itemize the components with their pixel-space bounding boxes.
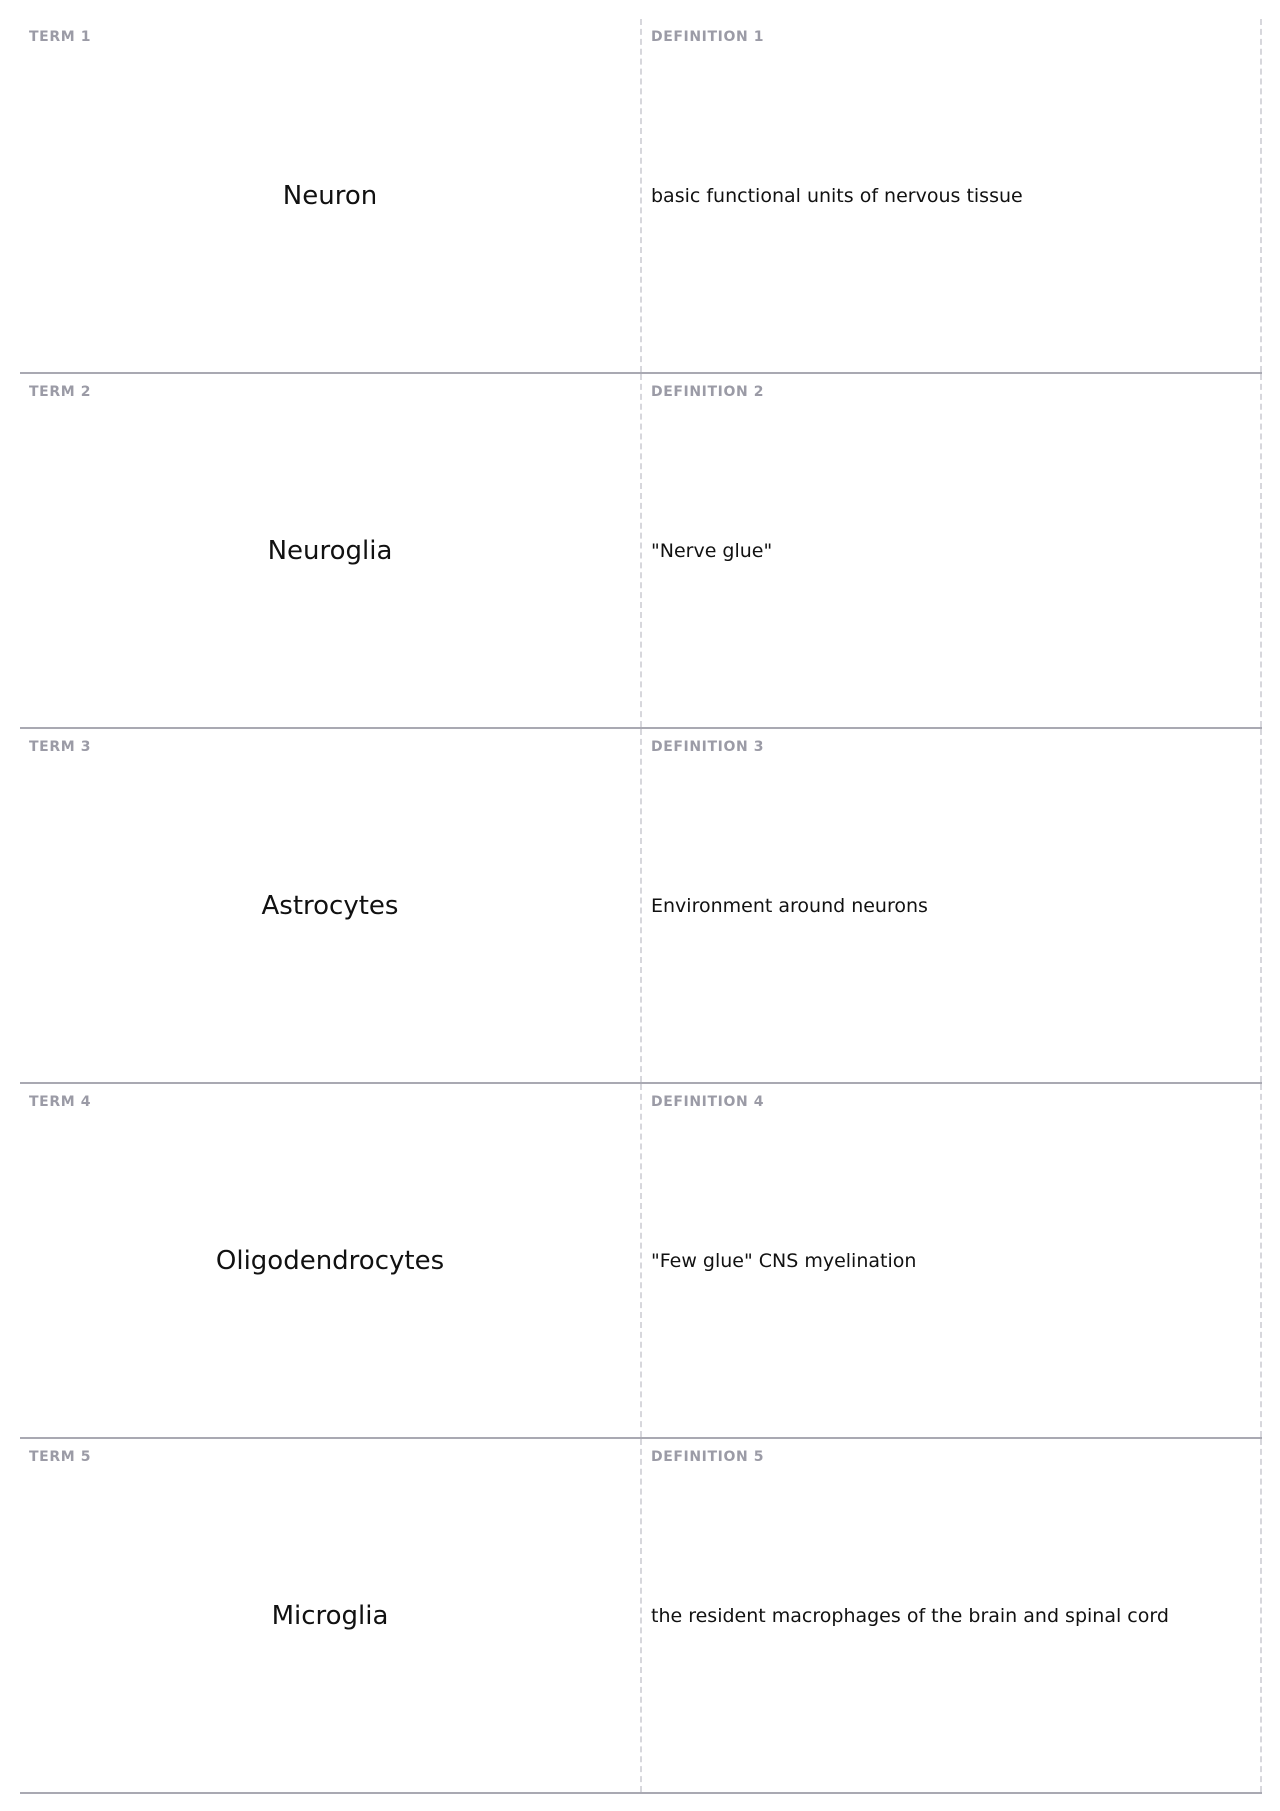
term-cell [20,374,642,727]
term-label: TERM 5 [29,1449,92,1465]
term-text: Astrocytes [261,890,399,921]
term-label: TERM 2 [29,384,92,400]
term-cell [20,19,642,372]
definition-label: DEFINITION 2 [651,384,765,400]
term-label: TERM 3 [29,739,92,755]
definition-cell [642,729,1262,1082]
definition-text: the resident macrophages of the brain and spinal cord [651,1604,1169,1627]
term-cell [20,729,642,1082]
definition-cell [642,1439,1262,1792]
definition-label: DEFINITION 5 [651,1449,765,1465]
term-cell [20,1084,642,1437]
flashcard-row [20,1084,1262,1439]
definition-label: DEFINITION 1 [651,29,765,45]
term-cell [20,1439,642,1792]
term-text: Neuron [282,180,378,211]
flashcard-sheet [20,19,1262,1794]
definition-text: "Nerve glue" [651,539,773,562]
flashcard-row [20,729,1262,1084]
definition-cell [642,19,1262,372]
term-label: TERM 1 [29,29,92,45]
definition-cell [642,374,1262,727]
definition-label: DEFINITION 3 [651,739,765,755]
definition-text: "Few glue" CNS myelination [651,1249,917,1272]
definition-text: basic functional units of nervous tissue [651,184,1023,207]
definition-text: Environment around neurons [651,894,928,917]
term-text: Microglia [271,1600,389,1631]
definition-cell [642,1084,1262,1437]
flashcard-row [20,1439,1262,1794]
flashcard-row [20,374,1262,729]
term-label: TERM 4 [29,1094,92,1110]
term-text: Neuroglia [267,535,393,566]
flashcard-row [20,19,1262,374]
definition-label: DEFINITION 4 [651,1094,765,1110]
term-text: Oligodendrocytes [215,1245,445,1276]
